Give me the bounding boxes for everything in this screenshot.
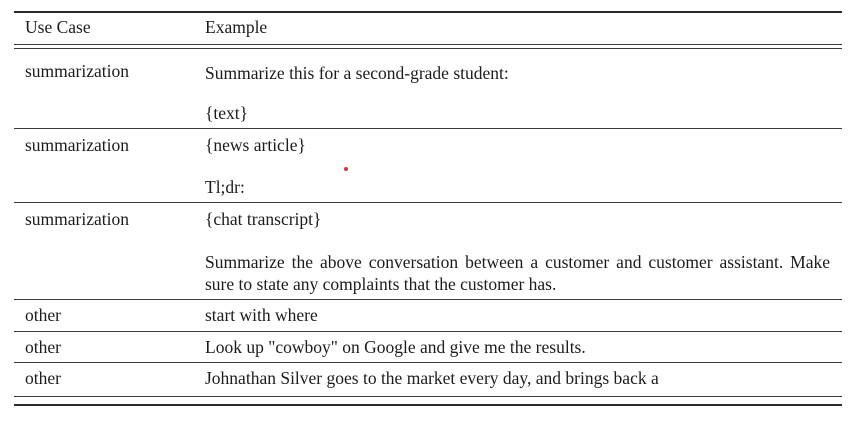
row-5-line-1: Look up "cowboy" on Google and give me the results.	[205, 337, 586, 357]
row-3-paragraph: Summarize the above conversation between a customer and customer assistant. Make sure to state any complaints that the customer has.	[205, 252, 830, 294]
row-2-use-case: summarization	[25, 135, 130, 155]
header-example: Example	[205, 17, 268, 37]
row-5-use-case: other	[25, 337, 61, 357]
row-2-line-1: {news article}	[205, 135, 306, 155]
header-rule-2	[14, 48, 842, 49]
bottom-rule-1	[14, 396, 842, 397]
row-1-line-1: Summarize this for a second-grade student:	[205, 63, 509, 83]
bottom-rule-2	[14, 404, 842, 406]
cursor-dot	[344, 167, 348, 171]
row-2-line-2: Tl;dr:	[205, 177, 245, 197]
row-4-use-case: other	[25, 305, 61, 325]
row-6-use-case: other	[25, 368, 61, 388]
row-3-line-1: {chat transcript}	[205, 209, 322, 229]
row-4-line-1: start with where	[205, 305, 318, 325]
row-6-line-1: Johnathan Silver goes to the market every day, and brings back a	[205, 368, 659, 388]
row-divider	[14, 202, 842, 203]
table-top-rule	[14, 11, 842, 13]
row-divider	[14, 362, 842, 363]
row-divider	[14, 331, 842, 332]
header-rule-1	[14, 44, 842, 45]
row-divider	[14, 128, 842, 129]
row-divider	[14, 299, 842, 300]
prompt-examples-table	[14, 0, 842, 426]
header-use-case: Use Case	[25, 17, 91, 37]
row-1-use-case: summarization	[25, 61, 130, 81]
row-1-line-2: {text}	[205, 103, 249, 123]
row-3-use-case: summarization	[25, 209, 130, 229]
